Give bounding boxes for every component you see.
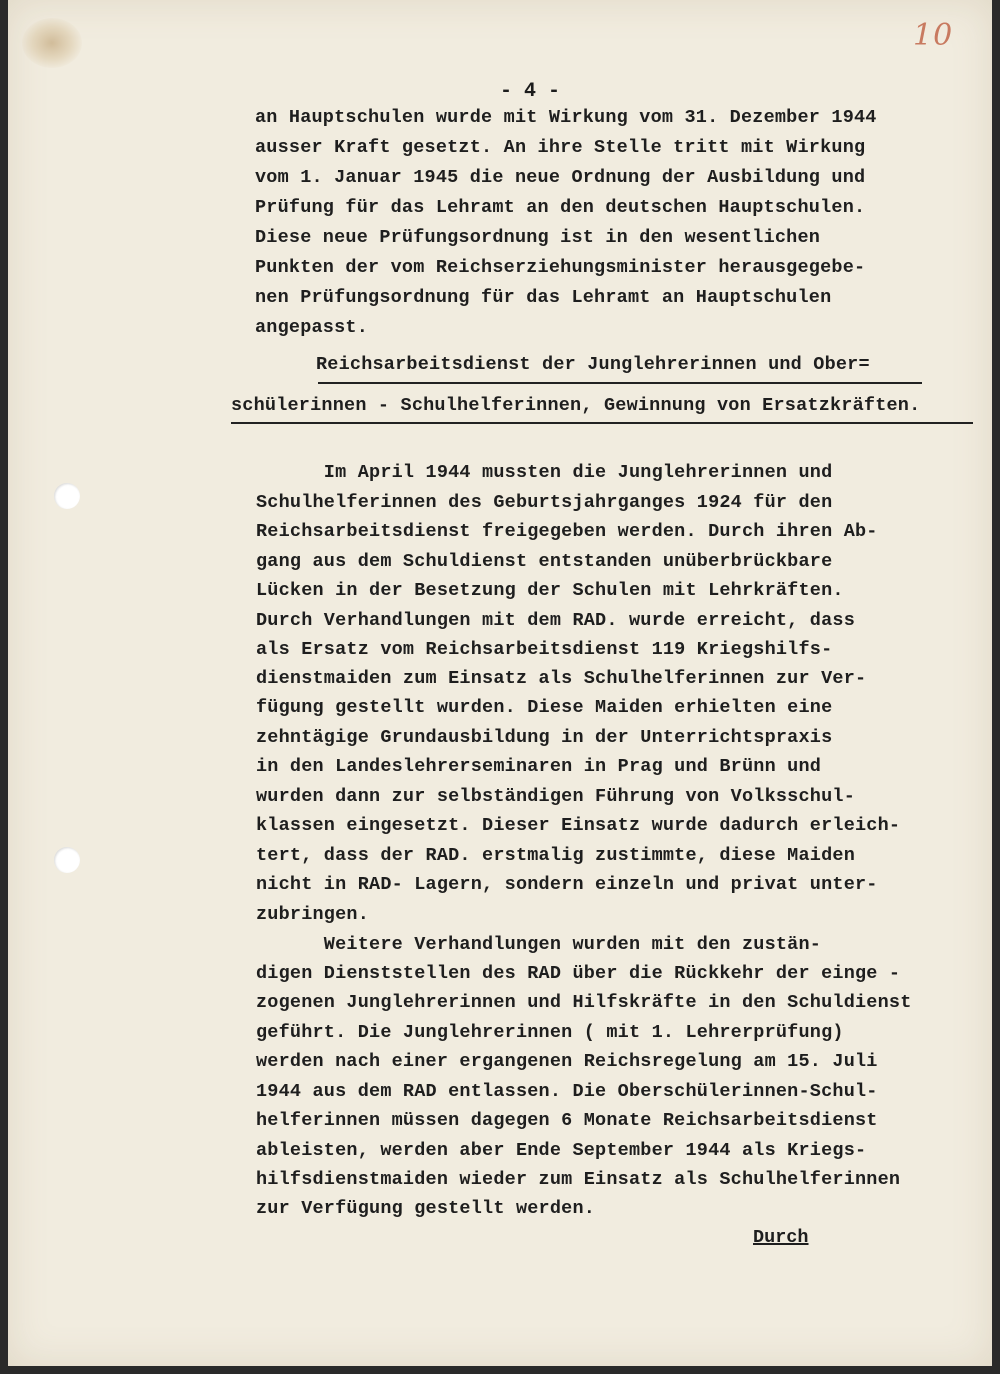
text-line: dienstmaiden zum Einsatz als Schulhelferinnen zur Ver- xyxy=(256,668,867,689)
text-line: 1944 aus dem RAD entlassen. Die Oberschülerinnen-Schul- xyxy=(256,1081,878,1102)
text-line: Durch Verhandlungen mit dem RAD. wurde erreicht, dass xyxy=(256,610,855,631)
text-line: in den Landeslehrerseminaren in Prag und Brünn und xyxy=(256,756,822,777)
text-line: Prüfung für das Lehramt an den deutschen Hauptschulen. xyxy=(255,197,866,218)
document-page xyxy=(8,0,992,1366)
text-line: zubringen. xyxy=(256,904,370,925)
text-line: ableisten, werden aber Ende September 1944 als Kriegs- xyxy=(256,1140,867,1161)
text-line: tert, dass der RAD. erstmalig zustimmte, diese Maiden xyxy=(256,845,855,866)
text-line: an Hauptschulen wurde mit Wirkung vom 31. Dezember 1944 xyxy=(255,107,877,128)
text-line: zur Verfügung gestellt werden. xyxy=(256,1198,596,1219)
heading-line: Reichsarbeitsdienst der Junglehrerinnen und Ober= xyxy=(316,354,870,375)
text-line: Im April 1944 mussten die Junglehrerinnen und xyxy=(256,462,833,483)
folio-number: 10 xyxy=(913,18,954,53)
heading-underline xyxy=(318,382,922,384)
text-line: helferinnen müssen dagegen 6 Monate Reichsarbeitsdienst xyxy=(256,1110,878,1131)
text-line: nicht in RAD- Lagern, sondern einzeln und privat unter- xyxy=(256,874,878,895)
heading-underline xyxy=(231,422,973,424)
text-line: gang aus dem Schuldienst entstanden unüberbrückbare xyxy=(256,551,833,572)
text-line: vom 1. Januar 1945 die neue Ordnung der Ausbildung und xyxy=(255,167,866,188)
text-line: ausser Kraft gesetzt. An ihre Stelle tritt mit Wirkung xyxy=(255,137,866,158)
text-line: zehntägige Grundausbildung in der Unterrichtspraxis xyxy=(256,727,833,748)
paper-stain xyxy=(22,18,82,68)
punch-hole xyxy=(54,483,80,509)
text-line: klassen eingesetzt. Dieser Einsatz wurde dadurch erleich- xyxy=(256,815,901,836)
text-line: wurden dann zur selbständigen Führung von Volksschul- xyxy=(256,786,855,807)
heading-line: schülerinnen - Schulhelferinnen, Gewinnung von Ersatzkräften. xyxy=(231,395,921,416)
text-line: Lücken in der Besetzung der Schulen mit Lehrkräften. xyxy=(256,580,844,601)
text-line: werden nach einer ergangenen Reichsregelung am 15. Juli xyxy=(256,1051,878,1072)
text-line: geführt. Die Junglehrerinnen ( mit 1. Lehrerprüfung) xyxy=(256,1022,844,1043)
text-line: hilfsdienstmaiden wieder zum Einsatz als Schulhelferinnen xyxy=(256,1169,901,1190)
text-line: zogenen Junglehrerinnen und Hilfskräfte in den Schuldienst xyxy=(256,992,912,1013)
text-line: nen Prüfungsordnung für das Lehramt an Hauptschulen xyxy=(255,287,832,308)
text-line: Diese neue Prüfungsordnung ist in den wesentlichen xyxy=(255,227,821,248)
catchword: Durch xyxy=(753,1227,809,1248)
punch-hole xyxy=(54,847,80,873)
text-line: digen Dienststellen des RAD über die Rückkehr der einge - xyxy=(256,963,901,984)
text-line: Punkten der vom Reichserziehungsminister herausgegebe- xyxy=(255,257,866,278)
text-line: Reichsarbeitsdienst freigegeben werden. Durch ihren Ab- xyxy=(256,521,878,542)
page-number: - 4 - xyxy=(500,80,561,103)
text-line: fügung gestellt wurden. Diese Maiden erhielten eine xyxy=(256,697,833,718)
text-line: Schulhelferinnen des Geburtsjahrganges 1924 für den xyxy=(256,492,833,513)
text-line: als Ersatz vom Reichsarbeitsdienst 119 Kriegshilfs- xyxy=(256,639,833,660)
text-line: Weitere Verhandlungen wurden mit den zustän- xyxy=(256,934,822,955)
text-line: angepasst. xyxy=(255,317,369,338)
